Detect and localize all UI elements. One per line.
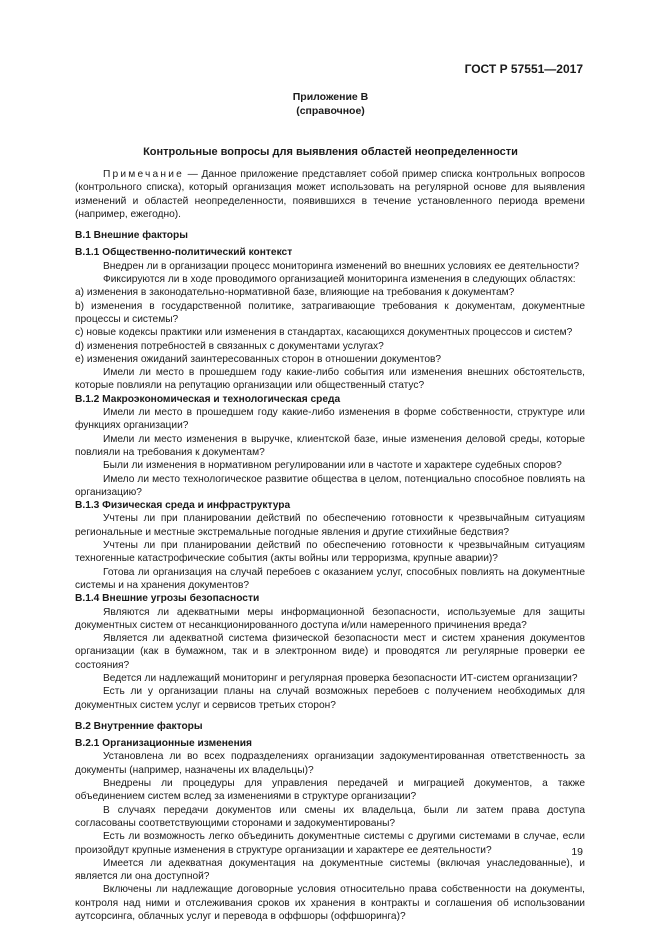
section-b2-title: В.2 Внутренние факторы bbox=[75, 720, 203, 732]
paragraph: Является ли адекватной система физической безопасности мест и систем хранения документов организации (как в бумажном, так и в электронном виде) и проводятся ли регулярные проверки ее состояния? bbox=[75, 633, 585, 671]
paragraph: Есть ли у организации планы на случай возможных перебоев с получением необходимых для документных систем услуг и сервисов третьих сторон? bbox=[75, 686, 585, 711]
list-item: а) изменения в законодательно-нормативной базе, влияющие на требования к документам? bbox=[75, 287, 515, 299]
paragraph: Имели ли место изменения в выручке, клиентской базе, иные изменения деловой среды, которые повлияли на требования к документам? bbox=[75, 433, 585, 458]
section-b1-2-title: В.1.2 Макроэкономическая и технологическая среда bbox=[75, 393, 341, 405]
paragraph: Учтены ли при планировании действий по обеспечению готовности к чрезвычайным ситуациям региональные и местные экстремальные погодные явления и другие стихийные бедствия? bbox=[75, 513, 585, 538]
paragraph: Были ли изменения в нормативном регулировании или в частоте и характере судебных споров? bbox=[103, 460, 562, 472]
paragraph: Есть ли возможность легко объединить документные системы с другими системами в случае, если произойдут крупные изменения в структуре организации и характере ее деятельности? bbox=[75, 831, 585, 856]
paragraph: Имело ли место технологическое развитие общества в целом, потенциально способное повлиять на организацию? bbox=[75, 473, 585, 498]
paragraph: Имеется ли адекватная документация на документные системы (включая унаследованные), и является ли она доступной? bbox=[75, 857, 585, 883]
list-item: d) изменения потребностей в связанных с документами услугах? bbox=[75, 340, 384, 352]
paragraph: Имели ли место в прошедшем году какие-либо изменения в форме собственности, структуре или функциях организации? bbox=[75, 407, 585, 432]
paragraph: Внедрены ли процедуры для управления передачей и миграцией документов, а также объединением систем вслед за изменениями в структуре организации? bbox=[75, 778, 585, 803]
list-item: b) изменения в государственной политике, затрагивающие требования к документам, документные процессы и системы? bbox=[75, 300, 585, 325]
document-body bbox=[75, 168, 585, 923]
paragraph: Являются ли адекватными меры информационной безопасности, используемые для защиты документных систем от несанкционированного доступа и/или намеренного причинения вреда? bbox=[75, 606, 585, 631]
paragraph: Фиксируются ли в ходе проводимого организацией мониторинга изменения в следующих областях: bbox=[103, 274, 576, 286]
note-label: Примечание bbox=[103, 169, 184, 180]
appendix-title: Приложение В bbox=[292, 91, 369, 103]
paragraph: Готова ли организация на случай перебоев с оказанием услуг, способных повлиять на документные системы и на хранения документов? bbox=[75, 566, 585, 591]
paragraph: Имели ли место в прошедшем году какие-либо события или изменения внешних обстоятельств, которые повлияли на репутацию организации или общественный статус? bbox=[75, 367, 585, 392]
section-b1-title: В.1 Внешние факторы bbox=[75, 230, 188, 242]
note-text: — Данное приложение представляет собой пример списка контрольных вопросов (контрольного списка), который организация может использовать на регулярной основе для выявления изменений и областей неопределенности, появившихся в течение установленного периода времени (например, ежегодно). bbox=[75, 169, 585, 220]
note-paragraph bbox=[75, 168, 585, 221]
paragraph: Внедрен ли в организации процесс мониторинга изменений во внешних условиях ее деятельности? bbox=[103, 260, 580, 272]
section-b1-3-title: В.1.3 Физическая среда и инфраструктура bbox=[75, 500, 291, 512]
paragraph: В случаях передачи документов или смены их владельца, были ли затем права доступа согласованы соответствующими сторонами и задокументированы? bbox=[75, 804, 585, 829]
paragraph: Ведется ли надлежащий мониторинг и регулярная проверка безопасности ИТ-систем организации? bbox=[103, 672, 578, 684]
paragraph: Установлена ли во всех подразделениях организации задокументированная ответственность за документы (например, назначены их владельцы)? bbox=[75, 751, 585, 776]
appendix-subtitle: (справочное) bbox=[296, 105, 365, 117]
list-item: е) изменения ожиданий заинтересованных сторон в отношении документов? bbox=[75, 353, 442, 365]
paragraph: Включены ли надлежащие договорные условия относительно права собственности на документы, контроля над ними и отслеживания сроков их хранения в контракты и соглашения об использовании аутсорсинга, облачных услуг и перевода в оффшоры (оффшоринга)? bbox=[75, 884, 585, 923]
page-number: 19 bbox=[571, 846, 583, 858]
list-item: с) новые кодексы практики или изменения в стандартах, касающихся документных процессов и систем? bbox=[75, 327, 573, 339]
section-b2-1-title: В.2.1 Организационные изменения bbox=[75, 738, 252, 750]
section-b1-4-title: В.1.4 Внешние угрозы безопасности bbox=[75, 593, 260, 605]
paragraph: Учтены ли при планировании действий по обеспечению готовности к чрезвычайным ситуациям техногенные катастрофические события (акты войны или терроризма, крупные аварии)? bbox=[75, 540, 585, 565]
standard-number: ГОСТ Р 57551—2017 bbox=[464, 62, 583, 76]
section-b1-1-title: В.1.1 Общественно-политический контекст bbox=[75, 247, 293, 259]
page-heading: Контрольные вопросы для выявления областей неопределенности bbox=[143, 146, 518, 158]
